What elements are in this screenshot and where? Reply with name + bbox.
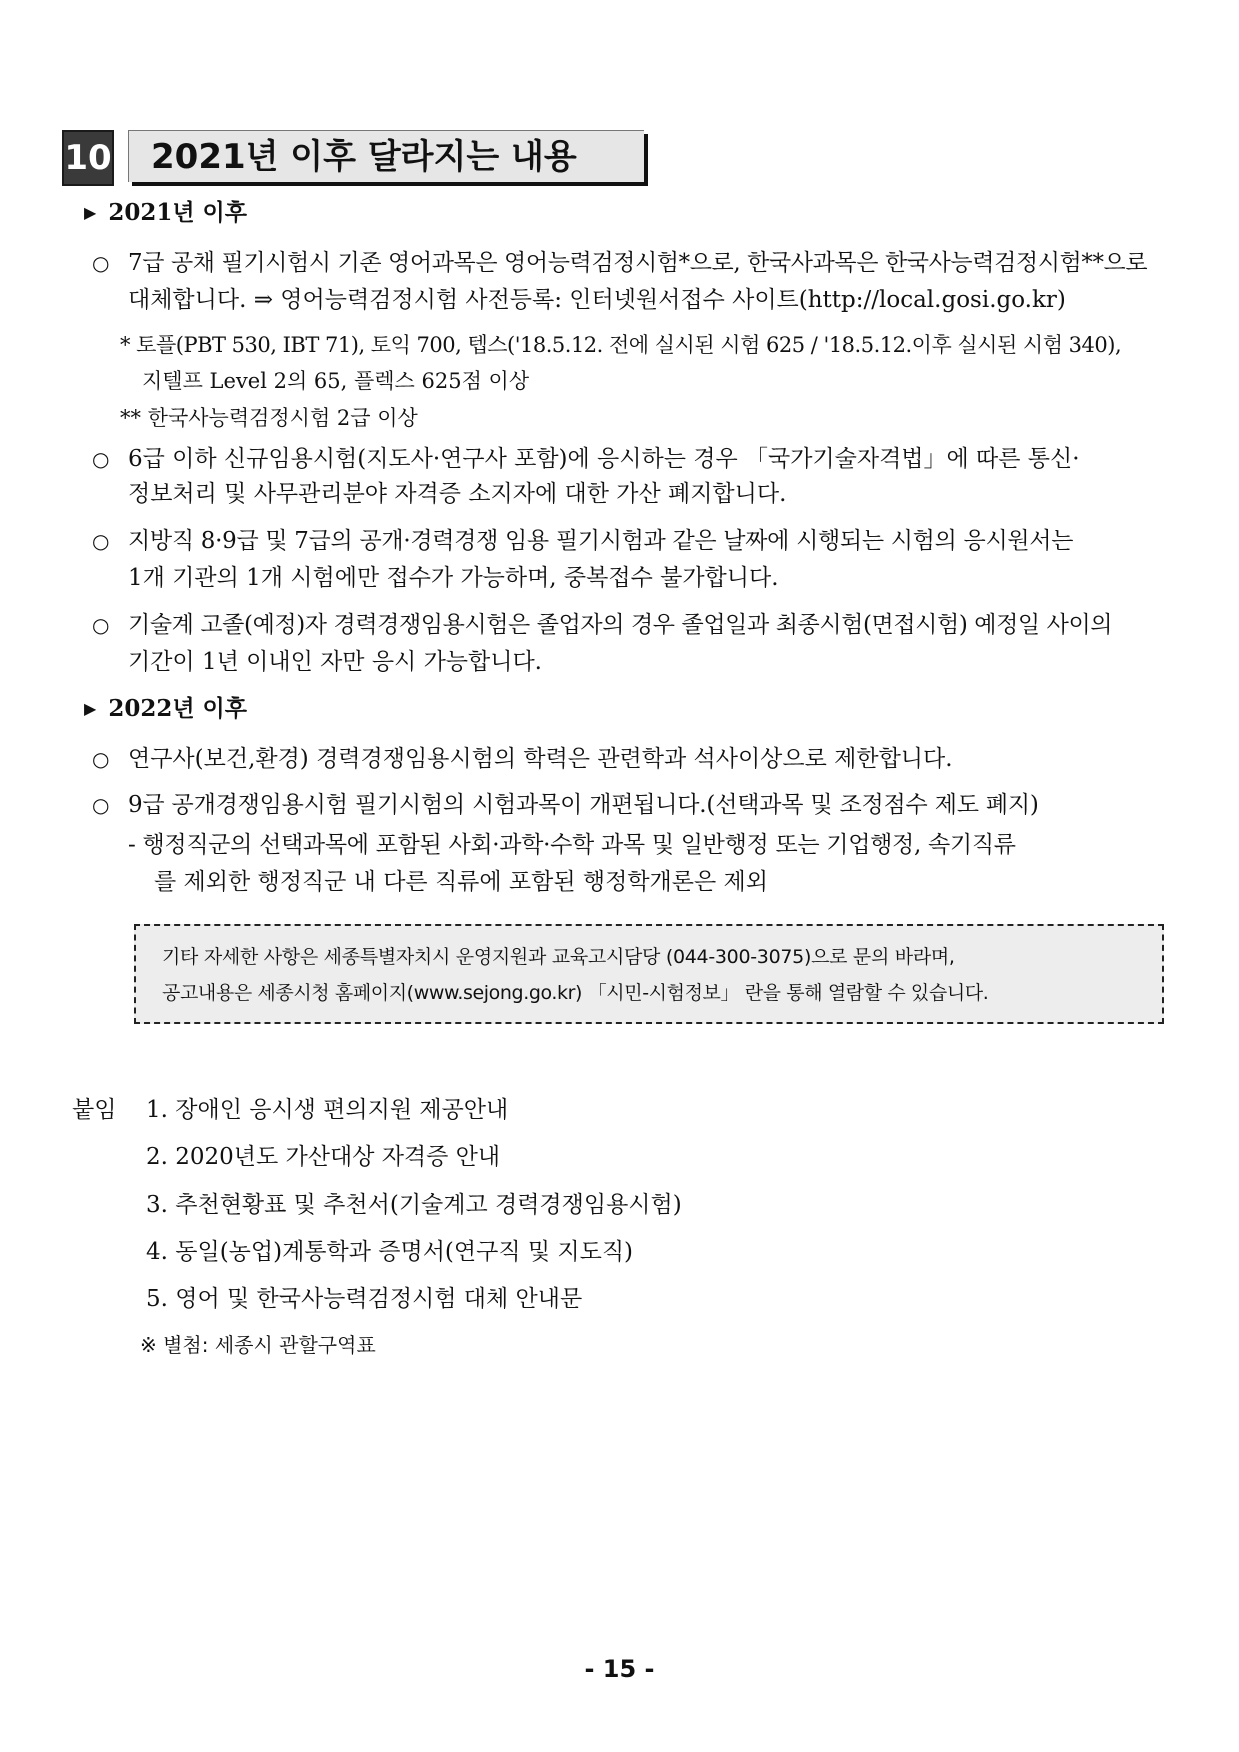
item-2022-sub-line1: - 행정직군의 선택과목에 포함된 사회·과학·수학 과목 및 일반행정 또는 기업행정, 속기직류 — [128, 832, 1016, 858]
note-2021-1-line1: * 토플(PBT 530, IBT 71), 토익 700, 텝스('18.5.12. 전에 실시된 시험 625 / '18.5.12.이후 실시된 시험 340), — [120, 333, 1122, 357]
notice-line1: 기타 자세한 사항은 세종특별자치시 운영지원과 교육고시담당 (044-300-3075)으로 문의 바라며, — [162, 946, 955, 968]
triangle-icon: ▶ — [84, 699, 97, 718]
triangle-icon: ▶ — [84, 203, 97, 222]
item-2021-1-line1: 7급 공채 필기시험시 기존 영어과목은 영어능력검정시험*으로, 한국사과목은 한국사능력검정시험**으로 — [128, 250, 1148, 276]
attachment-item: 3. 추천현황표 및 추천서(기술계고 경력경쟁임용시험) — [146, 1192, 682, 1218]
page-number: - 15 - — [584, 1655, 655, 1683]
bullet-icon: ○ — [92, 529, 110, 553]
attachment-item: 5. 영어 및 한국사능력검정시험 대체 안내문 — [146, 1286, 583, 1312]
item-2021-1-line2: 대체합니다. ⇒ 영어능력검정시험 사전등록: 인터넷원서접수 사이트(http://local.gosi.go.kr) — [128, 287, 1066, 313]
section-title: 2021년 이후 달라지는 내용 — [128, 130, 644, 182]
note-2021-1-line2: 지텔프 Level 2의 65, 플렉스 625점 이상 — [142, 369, 530, 393]
bullet-icon: ○ — [92, 793, 110, 817]
bullet-icon: ○ — [92, 447, 110, 471]
item-2021-2-line1: 6급 이하 신규임용시험(지도사·연구사 포함)에 응시하는 경우 「국가기술자격법」에 따른 통신· — [128, 446, 1080, 472]
item-2021-3-line2: 1개 기관의 1개 시험에만 접수가 가능하며, 중복접수 불가합니다. — [128, 565, 779, 591]
item-2021-3-line1: 지방직 8·9급 및 7급의 공개·경력경쟁 임용 필기시험과 같은 날짜에 시행되는 시험의 응시원서는 — [128, 528, 1074, 554]
notice-box — [134, 924, 1164, 1024]
bullet-icon: ○ — [92, 251, 110, 275]
attachment-extra: ※ 별첨: 세종시 관할구역표 — [140, 1333, 376, 1357]
bullet-icon: ○ — [92, 747, 110, 771]
note-2021-2: ** 한국사능력검정시험 2급 이상 — [120, 406, 418, 430]
item-2022-sub-line2: 를 제외한 행정직군 내 다른 직류에 포함된 행정학개론은 제외 — [154, 869, 768, 895]
attachments-label: 붙임 — [72, 1097, 117, 1123]
bullet-icon: ○ — [92, 613, 110, 637]
item-2022-1: 연구사(보건,환경) 경력경쟁임용시험의 학력은 관련학과 석사이상으로 제한합니다. — [128, 746, 953, 772]
attachment-item: 1. 장애인 응시생 편의지원 제공안내 — [146, 1097, 509, 1123]
notice-line2: 공고내용은 세종시청 홈페이지(www.sejong.go.kr) 「시민-시험정보」 란을 통해 열람할 수 있습니다. — [162, 982, 989, 1004]
subheading-2021: ▶ 2021년 이후 — [84, 199, 247, 226]
item-2021-4-line2: 기간이 1년 이내인 자만 응시 가능합니다. — [128, 649, 542, 675]
section-number: 10 — [62, 130, 114, 186]
item-2022-2: 9급 공개경쟁임용시험 필기시험의 시험과목이 개편됩니다.(선택과목 및 조정점수 제도 폐지) — [128, 792, 1039, 818]
item-2021-4-line1: 기술계 고졸(예정)자 경력경쟁임용시험은 졸업자의 경우 졸업일과 최종시험(면접시험) 예정일 사이의 — [128, 612, 1113, 638]
subheading-2022: ▶ 2022년 이후 — [84, 695, 247, 722]
item-2021-2-line2: 정보처리 및 사무관리분야 자격증 소지자에 대한 가산 폐지합니다. — [128, 481, 787, 507]
attachment-item: 2. 2020년도 가산대상 자격증 안내 — [146, 1144, 501, 1170]
attachment-item: 4. 동일(농업)계통학과 증명서(연구직 및 지도직) — [146, 1239, 634, 1265]
